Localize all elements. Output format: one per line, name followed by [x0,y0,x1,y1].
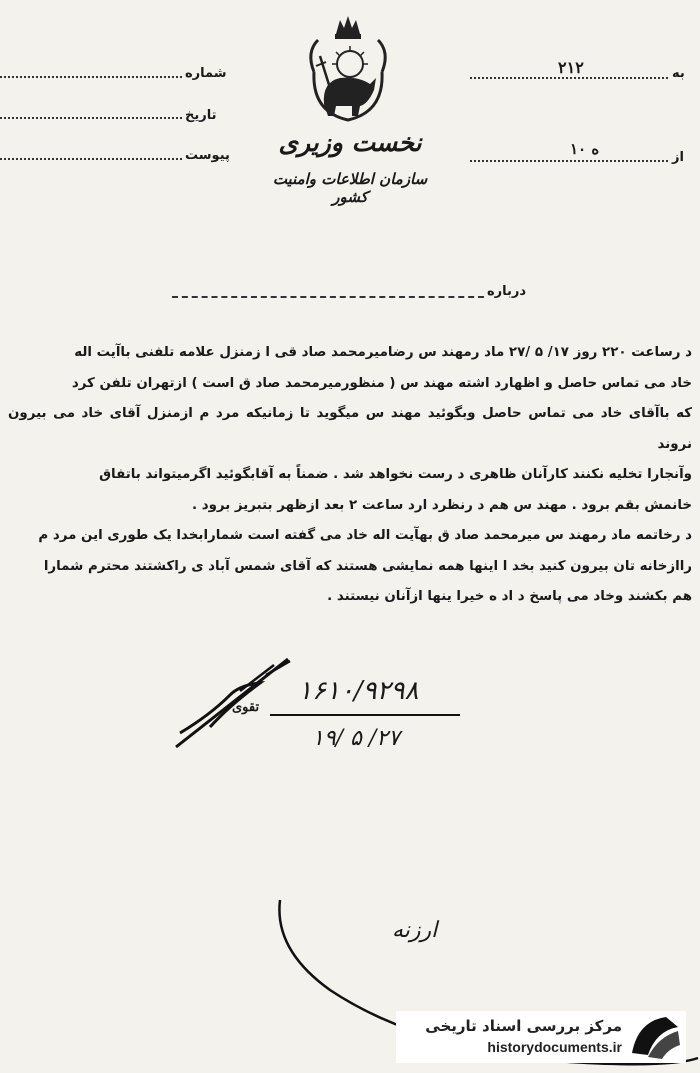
signature-number: ۱۶۱۰/۹۲۹۸ [298,676,419,706]
lion-and-sun-emblem [300,12,395,127]
body-line: خاد می تماس حاصل و اظهارد اشته مهند س ( منظورمیرمحمد صاد ق است ) ازتهران تلفن کرد [71,375,692,391]
date-label: تاریخ [185,108,217,123]
signer-name: تقوی [232,700,260,715]
attachment-label: پیوست [185,148,230,163]
watermark-box [396,1011,686,1063]
org-title-main: نخست وزیری [278,128,422,157]
watermark-url: historydocuments.ir [487,1039,622,1055]
signature-date: ۱۹/ ۵ /۲۷ [312,726,400,751]
body-line: د رساعت ۲۲۰ روز ۱۷/ ۵ /۲۷ ماد رمهند س رضامیرمحمد صاد قی ا زمنزل علامه تلفنی باآیت اله [74,345,692,360]
number-line [0,76,182,78]
body-line: وآنجارا تخلیه نکنند کارآنان ظاهری د رست نخواهد شد . ضمناً به آقابگوئید اگرمیتواند باتفاق [99,467,692,482]
signature-underline [270,714,460,716]
number-label: شماره [185,66,227,81]
watermark-title: مرکز بررسی اسناد تاریخی [425,1017,622,1035]
body-line: هم بکشند وخاد می پاسخ د اد ه خیرا ینها ازآنان نیستند . [327,589,692,604]
from-value: ۱۰ ه [570,140,600,158]
handwritten-annotation: ارزنه [392,918,438,943]
from-label: از [672,150,684,165]
to-value: ۲۱۲ [558,58,584,77]
org-title-sub: سازمان اطلاعات وامنیت کشور [272,170,428,206]
subject-line [172,296,484,298]
watermark-logo-icon [628,1013,682,1061]
attachment-line [0,158,182,160]
subject-label: درباره [487,284,527,299]
body-line: د رخاتمه ماد رمهند س میرمحمد صاد ق بهآیت اله خاد می گفته است شمارابخدا یک طوری این مرد م [38,528,692,543]
date-line [0,117,182,119]
to-line [470,77,668,79]
body-line: راازخانه تان بیرون کنید بخد ا اینها همه نمایشی هستند که آقای شمس آباد ی راکشتند محترم شمارا [43,558,692,574]
letter-body [8,338,692,613]
body-line: که باآقای خاد می تماس حاصل وبگوئید مهند س میگوید تا زمانیکه مرد م ازمنزل آقای خاد می بیرون نروند [8,406,692,452]
to-label: به [672,66,685,81]
body-line: خانمش بقم برود . مهند س هم د رنظرد ارد ساعت ۲ بعد ازظهر بتبریز برود . [191,497,692,513]
from-line [470,160,668,162]
